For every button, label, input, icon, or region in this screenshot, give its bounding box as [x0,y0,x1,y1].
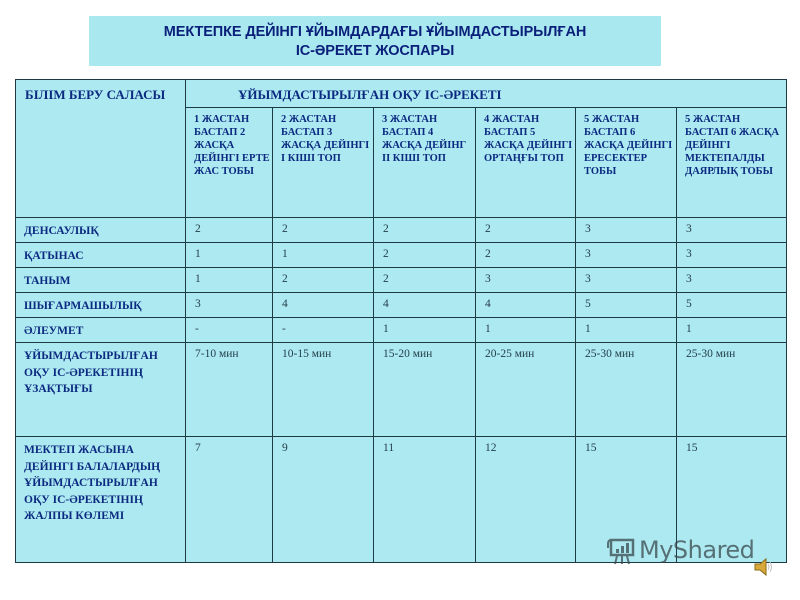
table-cell: 3 [576,268,677,293]
table-cell: 1 [186,243,273,268]
table-cell: 1 [576,318,677,343]
table-cell: 25-30 мин [677,343,787,437]
table-row-social [16,318,787,343]
row-label: ТАНЫМ [16,268,186,293]
header-age-group-4: 4 ЖАСТАН БАСТАП 5 ЖАСҚА ДЕЙІНГІ ОРТАҢҒЫ ТОП [476,108,576,218]
table-cell: 3 [576,218,677,243]
table-row-creativity [16,293,787,318]
table-row-duration [16,343,787,437]
table-cell: - [273,318,374,343]
table-cell: 1 [186,268,273,293]
table-cell: 3 [677,243,787,268]
header-age-group-6: 5 ЖАСТАН БАСТАП 6 ЖАСҚА ДЕЙІНГІ МЕКТЕПАЛДЫ ДАЯРЛЫҚ ТОБЫ [677,108,787,218]
table-cell: - [186,318,273,343]
presentation-board-icon [607,536,635,564]
table-cell: 5 [576,293,677,318]
table-cell: 11 [374,437,476,563]
header-age-group-1: 1 ЖАСТАН БАСТАП 2 ЖАСҚА ДЕЙІНГІ ЕРТЕ ЖАС ТОБЫ [186,108,273,218]
table-cell: 1 [273,243,374,268]
table-row-health [16,218,787,243]
table-cell: 9 [273,437,374,563]
table-cell: 20-25 мин [476,343,576,437]
header-age-group-2: 2 ЖАСТАН БАСТАП 3 ЖАСҚА ДЕЙІНГІ І КІШІ ТОП [273,108,374,218]
table-cell: 2 [273,268,374,293]
header-education-area: БІЛІМ БЕРУ САЛАСЫ [16,80,186,218]
table-cell: 4 [273,293,374,318]
table-cell: 3 [576,243,677,268]
table-cell: 2 [374,243,476,268]
row-label: ШЫҒАРМАШЫЛЫҚ [16,293,186,318]
row-label: ДЕНСАУЛЫҚ [16,218,186,243]
table-cell: 3 [476,268,576,293]
slide-title [89,16,661,66]
table-cell: 1 [374,318,476,343]
table-cell: 3 [186,293,273,318]
table-cell: 4 [476,293,576,318]
table-cell: 15 [576,437,677,563]
table-cell: 2 [186,218,273,243]
table-cell: 2 [476,243,576,268]
table-cell: 1 [677,318,787,343]
table-cell: 2 [374,218,476,243]
table-cell: 7-10 мин [186,343,273,437]
activity-plan-table [15,79,787,563]
table-cell: 2 [476,218,576,243]
table-cell: 15-20 мин [374,343,476,437]
table-cell: 3 [677,218,787,243]
table-row-cognition [16,268,787,293]
table-cell: 2 [374,268,476,293]
speaker-icon[interactable] [752,556,774,578]
table-cell: 5 [677,293,787,318]
row-label: ӘЛЕУМЕТ [16,318,186,343]
table-cell: 25-30 мин [576,343,677,437]
table-cell: 12 [476,437,576,563]
row-label: МЕКТЕП ЖАСЫНА ДЕЙІНГІ БАЛАЛАРДЫҢ ҰЙЫМДАСТЫРЫЛҒАН ОҚУ ІС-ӘРЕКЕТІНІҢ ЖАЛПЫ КӨЛЕМІ [16,437,186,563]
watermark-text: MyShared [639,536,755,564]
myshared-watermark [607,536,754,564]
header-age-group-5: 5 ЖАСТАН БАСТАП 6 ЖАСҚА ДЕЙІНГІ ЕРЕСЕКТЕР ТОБЫ [576,108,677,218]
title-line-2: ІС-ӘРЕКЕТ ЖОСПАРЫ [295,42,455,59]
header-age-group-3: 3 ЖАСТАН БАСТАП 4 ЖАСҚА ДЕЙІНГ ІІ КІШІ ТОП [374,108,476,218]
table-cell: 15 [677,437,787,563]
table-cell: 4 [374,293,476,318]
title-line-1: МЕКТЕПКЕ ДЕЙІНГІ ҰЙЫМДАРДАҒЫ ҰЙЫМДАСТЫРЫЛҒАН [163,23,587,40]
table-cell: 1 [476,318,576,343]
table-cell: 10-15 мин [273,343,374,437]
table-cell: 3 [677,268,787,293]
table-cell: 7 [186,437,273,563]
table-cell: 2 [273,218,374,243]
row-label: ҚАТЫНАС [16,243,186,268]
row-label: ҰЙЫМДАСТЫРЫЛҒАН ОҚУ ІС-ӘРЕКЕТІНІҢ ҰЗАҚТЫҒЫ [16,343,186,437]
table-row-communication [16,243,787,268]
header-organized-activity: ҰЙЫМДАСТЫРЫЛҒАН ОҚУ ІС-ӘРЕКЕТІ [186,80,787,108]
